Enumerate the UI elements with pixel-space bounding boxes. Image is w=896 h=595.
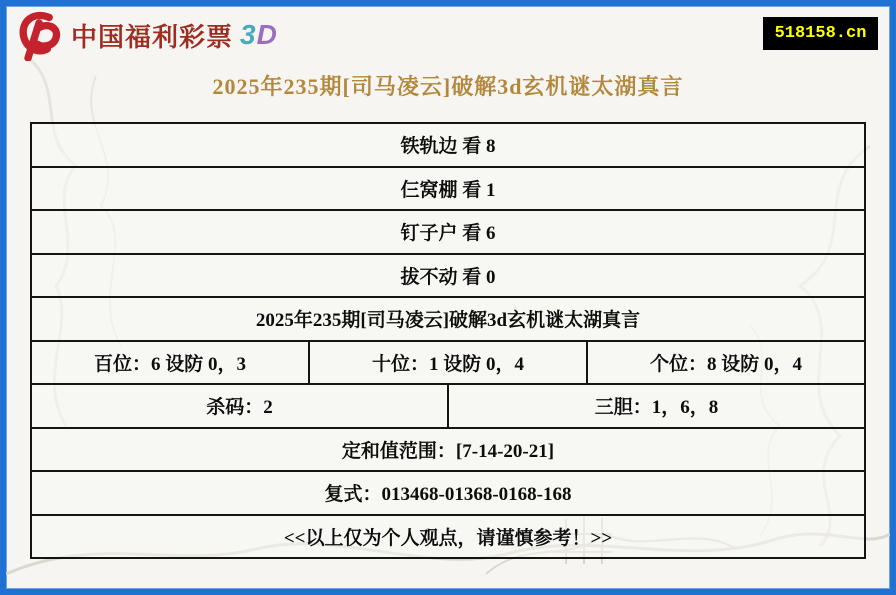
brand-product-d: D xyxy=(256,19,278,50)
tens-cell xyxy=(308,342,586,384)
disclaimer-row xyxy=(32,514,864,558)
page-title: 2025年235期[司马凌云]破解3d玄机谜太湖真言 xyxy=(212,74,684,99)
three-dan-text: 三胆：1，6，8 xyxy=(594,397,719,419)
compound-row xyxy=(32,470,864,514)
riddle-row-4 xyxy=(32,253,864,297)
site-badge: 518158.cn xyxy=(763,17,878,50)
riddle-text: 拔不动 看 0 xyxy=(400,266,496,288)
positions-row xyxy=(32,340,864,384)
brand-product-3: 3 xyxy=(240,19,257,50)
brand-name: 中国福利彩票 xyxy=(71,21,234,52)
brand-product-3d xyxy=(240,19,278,51)
brand-logo xyxy=(16,9,278,61)
units-cell xyxy=(586,342,864,384)
riddle-text: 铁轨边 看 8 xyxy=(400,136,496,158)
disclaimer-text: <<以上仅为个人观点，请谨慎参考！>> xyxy=(283,527,613,549)
units-text: 个位：8 设防 0，4 xyxy=(649,353,802,375)
prediction-table xyxy=(30,122,866,559)
sum-range-text: 定和值范围：[7-14-20-21] xyxy=(341,440,555,462)
riddle-row-2 xyxy=(32,166,864,210)
kill-code-cell xyxy=(32,385,447,427)
sum-range-row xyxy=(32,427,864,471)
kill-dan-row xyxy=(32,383,864,427)
hundreds-text: 百位：6 设防 0，3 xyxy=(93,353,246,375)
riddle-text: 钉子户 看 6 xyxy=(400,223,496,245)
kill-code-text: 杀码：2 xyxy=(206,397,273,419)
hundreds-cell xyxy=(32,342,308,384)
riddle-row-1 xyxy=(32,124,864,166)
compound-text: 复式：013468-01368-0168-168 xyxy=(324,484,572,506)
welfare-lottery-icon xyxy=(16,9,64,61)
tens-text: 十位：1 设防 0，4 xyxy=(371,353,524,375)
inner-title: 2025年235期[司马凌云]破解3d玄机谜太湖真言 xyxy=(255,310,641,332)
three-dan-cell xyxy=(447,385,864,427)
riddle-text: 仨窝棚 看 1 xyxy=(400,179,496,201)
riddle-row-3 xyxy=(32,209,864,253)
inner-title-row xyxy=(32,296,864,340)
